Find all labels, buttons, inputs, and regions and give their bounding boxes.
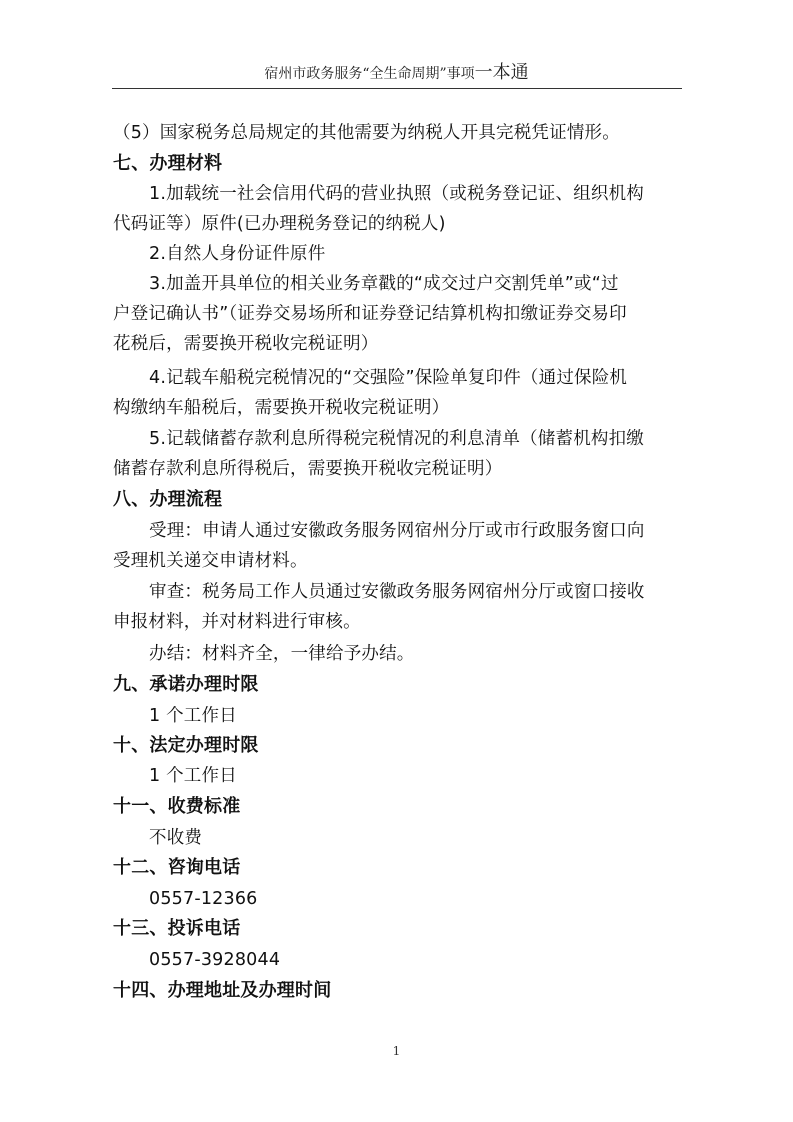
- material-item-3-cont: 户登记确认书”（证券交易场所和证券登记结算机构扣缴证券交易印: [113, 304, 627, 324]
- section-heading-legal-time: 十、法定办理时限: [113, 735, 259, 756]
- material-item-5-cont: 储蓄存款利息所得税后，需要换开税收完税证明）: [113, 459, 503, 479]
- process-step-review: 审查：税务局工作人员通过安徽政务服务网宿州分厅或窗口接收: [149, 582, 645, 602]
- consult-phone-value: 0557-12366: [149, 889, 258, 909]
- section-heading-complaint-phone: 十三、投诉电话: [113, 918, 241, 939]
- section-heading-address-hours: 十四、办理地址及办理时间: [113, 980, 332, 1001]
- body-line: （5）国家税务总局规定的其他需要为纳税人开具完税凭证情形。: [113, 123, 620, 143]
- section-heading-materials: 七、办理材料: [113, 153, 223, 174]
- process-step-complete: 办结：材料齐全，一律给予办结。: [149, 644, 415, 664]
- process-step-accept-cont: 受理机关递交申请材料。: [113, 551, 308, 571]
- header-divider: [112, 88, 682, 89]
- material-item-2: 2.自然人身份证件原件: [149, 244, 326, 264]
- complaint-phone-value: 0557-3928044: [149, 950, 281, 970]
- process-step-accept: 受理：申请人通过安徽政务服务网宿州分厅或市行政服务窗口向: [149, 521, 645, 541]
- material-item-1: 1.加载统一社会信用代码的营业执照（或税务登记证、组织机构: [149, 184, 644, 204]
- material-item-3: 3.加盖开具单位的相关业务章戳的“成交过户交割凭单”或“过: [149, 274, 619, 294]
- promised-time-value: 1 个工作日: [149, 706, 237, 726]
- section-heading-fee: 十一、收费标准: [113, 796, 241, 817]
- section-heading-consult-phone: 十二、咨询电话: [113, 857, 241, 878]
- header-title-suffix: 一本通: [474, 62, 529, 83]
- material-item-4-cont: 构缴纳车船税后，需要换开税收完税证明）: [113, 398, 450, 418]
- header-title: 宿州市政务服务“全生命周期”事项: [264, 66, 475, 82]
- material-item-3-cont: 花税后，需要换开税收完税证明）: [113, 334, 379, 354]
- material-item-1-cont: 代码证等）原件(已办理税务登记的纳税人): [113, 214, 446, 234]
- legal-time-value: 1 个工作日: [149, 766, 237, 786]
- material-item-5: 5.记载储蓄存款利息所得税完税情况的利息清单（储蓄机构扣缴: [149, 429, 644, 449]
- section-heading-promised-time: 九、承诺办理时限: [113, 674, 259, 695]
- material-item-4: 4.记载车船税完税情况的“交强险”保险单复印件（通过保险机: [149, 368, 628, 388]
- fee-value: 不收费: [149, 828, 203, 848]
- section-heading-process: 八、办理流程: [113, 489, 223, 510]
- page-number: 1: [392, 1044, 401, 1058]
- page-header: [0, 62, 793, 85]
- process-step-review-cont: 申报材料，并对材料进行审核。: [113, 612, 361, 632]
